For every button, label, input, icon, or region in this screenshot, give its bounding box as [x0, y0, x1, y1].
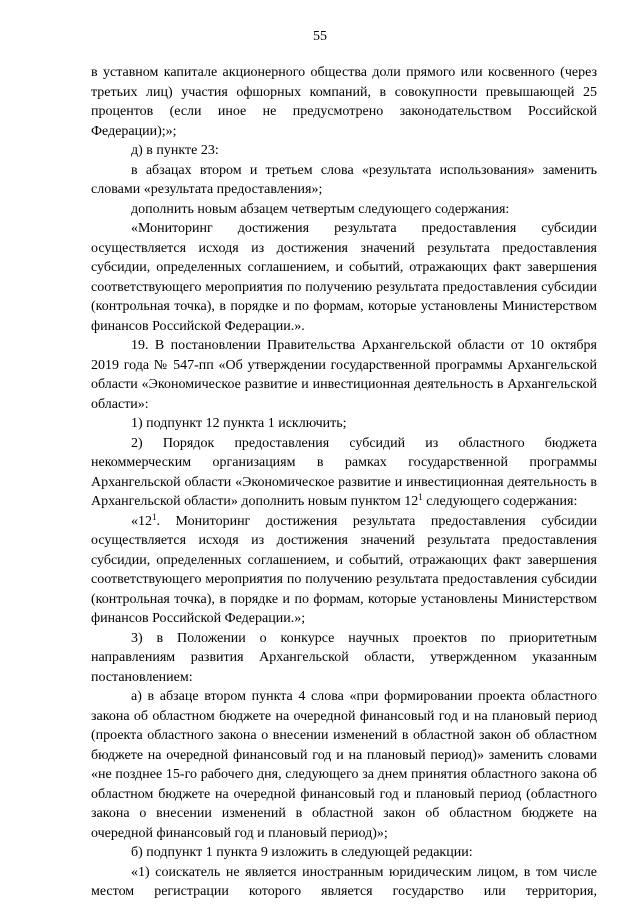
- paragraph-text: 19. В постановлении Правительства Архангельской области от 10 октября 2019 года № 547-пп «Об утверждении государственной программы Архангельской области «Экономическое развитие и инвестиционная деятельность в Архангельской области»:: [91, 338, 597, 412]
- paragraph: [91, 63, 597, 141]
- paragraph-text: 3) в Положении о конкурсе научных проектов по приоритетным направлениям развития Архангельской области, утвержденном указанным постановлением:: [91, 630, 597, 685]
- document-body: [91, 63, 597, 902]
- paragraph: [91, 200, 597, 220]
- paragraph: [91, 414, 597, 434]
- superscript: 1: [418, 492, 423, 502]
- paragraph: [91, 336, 597, 414]
- paragraph-text: 1) подпункт 12 пункта 1 исключить;: [131, 416, 347, 431]
- paragraph-text: в уставном капитале акционерного общества доли прямого или косвенного (через третьих лиц) участия офшорных компаний, в совокупности превышающей 25 процентов (если иное не предусмотрено законодательством Российской Федерации);»;: [91, 65, 597, 139]
- paragraph: [91, 434, 597, 512]
- paragraph: [91, 687, 597, 843]
- paragraph: [91, 629, 597, 688]
- paragraph: [91, 843, 597, 863]
- superscript: 1: [152, 511, 157, 522]
- paragraph-text: следующего содержания:: [422, 494, 578, 509]
- page-number: 55: [313, 29, 327, 44]
- paragraph-text: а) в абзаце втором пункта 4 слова «при формировании проекта областного закона об областном бюджете на очередной финансовый год и на плановый период (проекта областного закона о внесении изменений в областной закон об областном бюджете на очередной финансовый год и на плановый период)» заменить словами «не позднее 15-го рабочего дня, следующего за днем принятия областного закона об областном бюджете на очередной финансовый год и плановый период (областного закона о внесении изменений в областной закон об областном бюджете на очередной финансовый год и плановый период)»;: [91, 689, 597, 841]
- paragraph-text: «Мониторинг достижения результата предоставления субсидии осуществляется исходя из достижения значений результата предоставления субсидии, определенных соглашением, и событий, отражающих факт завершения соответствующего мероприятия по получению результата предоставления субсидии (контрольная точка), в порядке и по формам, которые установлены Министерством финансов Российской Федерации.».: [91, 221, 597, 334]
- paragraph: [91, 161, 597, 200]
- paragraph-text: . Мониторинг достижения результата предоставления субсидии осуществляется исходя из достижения значений результата предоставления субсидии, определенных соглашением, и событий, отражающих факт завершения соответствующего мероприятия по получению результата предоставления субсидии (контрольная точка), в порядке и по формам, которые установлены Министерством финансов Российской Федерации.»;: [91, 513, 597, 626]
- paragraph-text: в абзацах втором и третьем слова «результата использования» заменить словами «результата предоставления»;: [91, 162, 597, 197]
- paragraph-text: б) подпункт 1 пункта 9 изложить в следующей редакции:: [131, 845, 473, 860]
- paragraph-text: дополнить новым абзацем четвертым следующего содержания:: [131, 201, 510, 217]
- paragraph: [91, 219, 597, 336]
- paragraph: [91, 512, 597, 629]
- paragraph: [91, 863, 597, 902]
- paragraph-text: 2) Порядок предоставления субсидий из областного бюджета некоммерческим организациям в рамках государственной программы Архангельской области «Экономическое развитие и инвестиционная деятельность в Архангельской области» дополнить новым пунктом 12: [91, 435, 597, 509]
- paragraph-text: д) в пункте 23:: [131, 143, 219, 158]
- paragraph: [91, 141, 597, 161]
- paragraph-text: «1) соискатель не является иностранным юридическим лицом, в том числе местом регистрации которого является государство или территория,: [91, 864, 597, 899]
- paragraph-text: «12: [131, 513, 152, 529]
